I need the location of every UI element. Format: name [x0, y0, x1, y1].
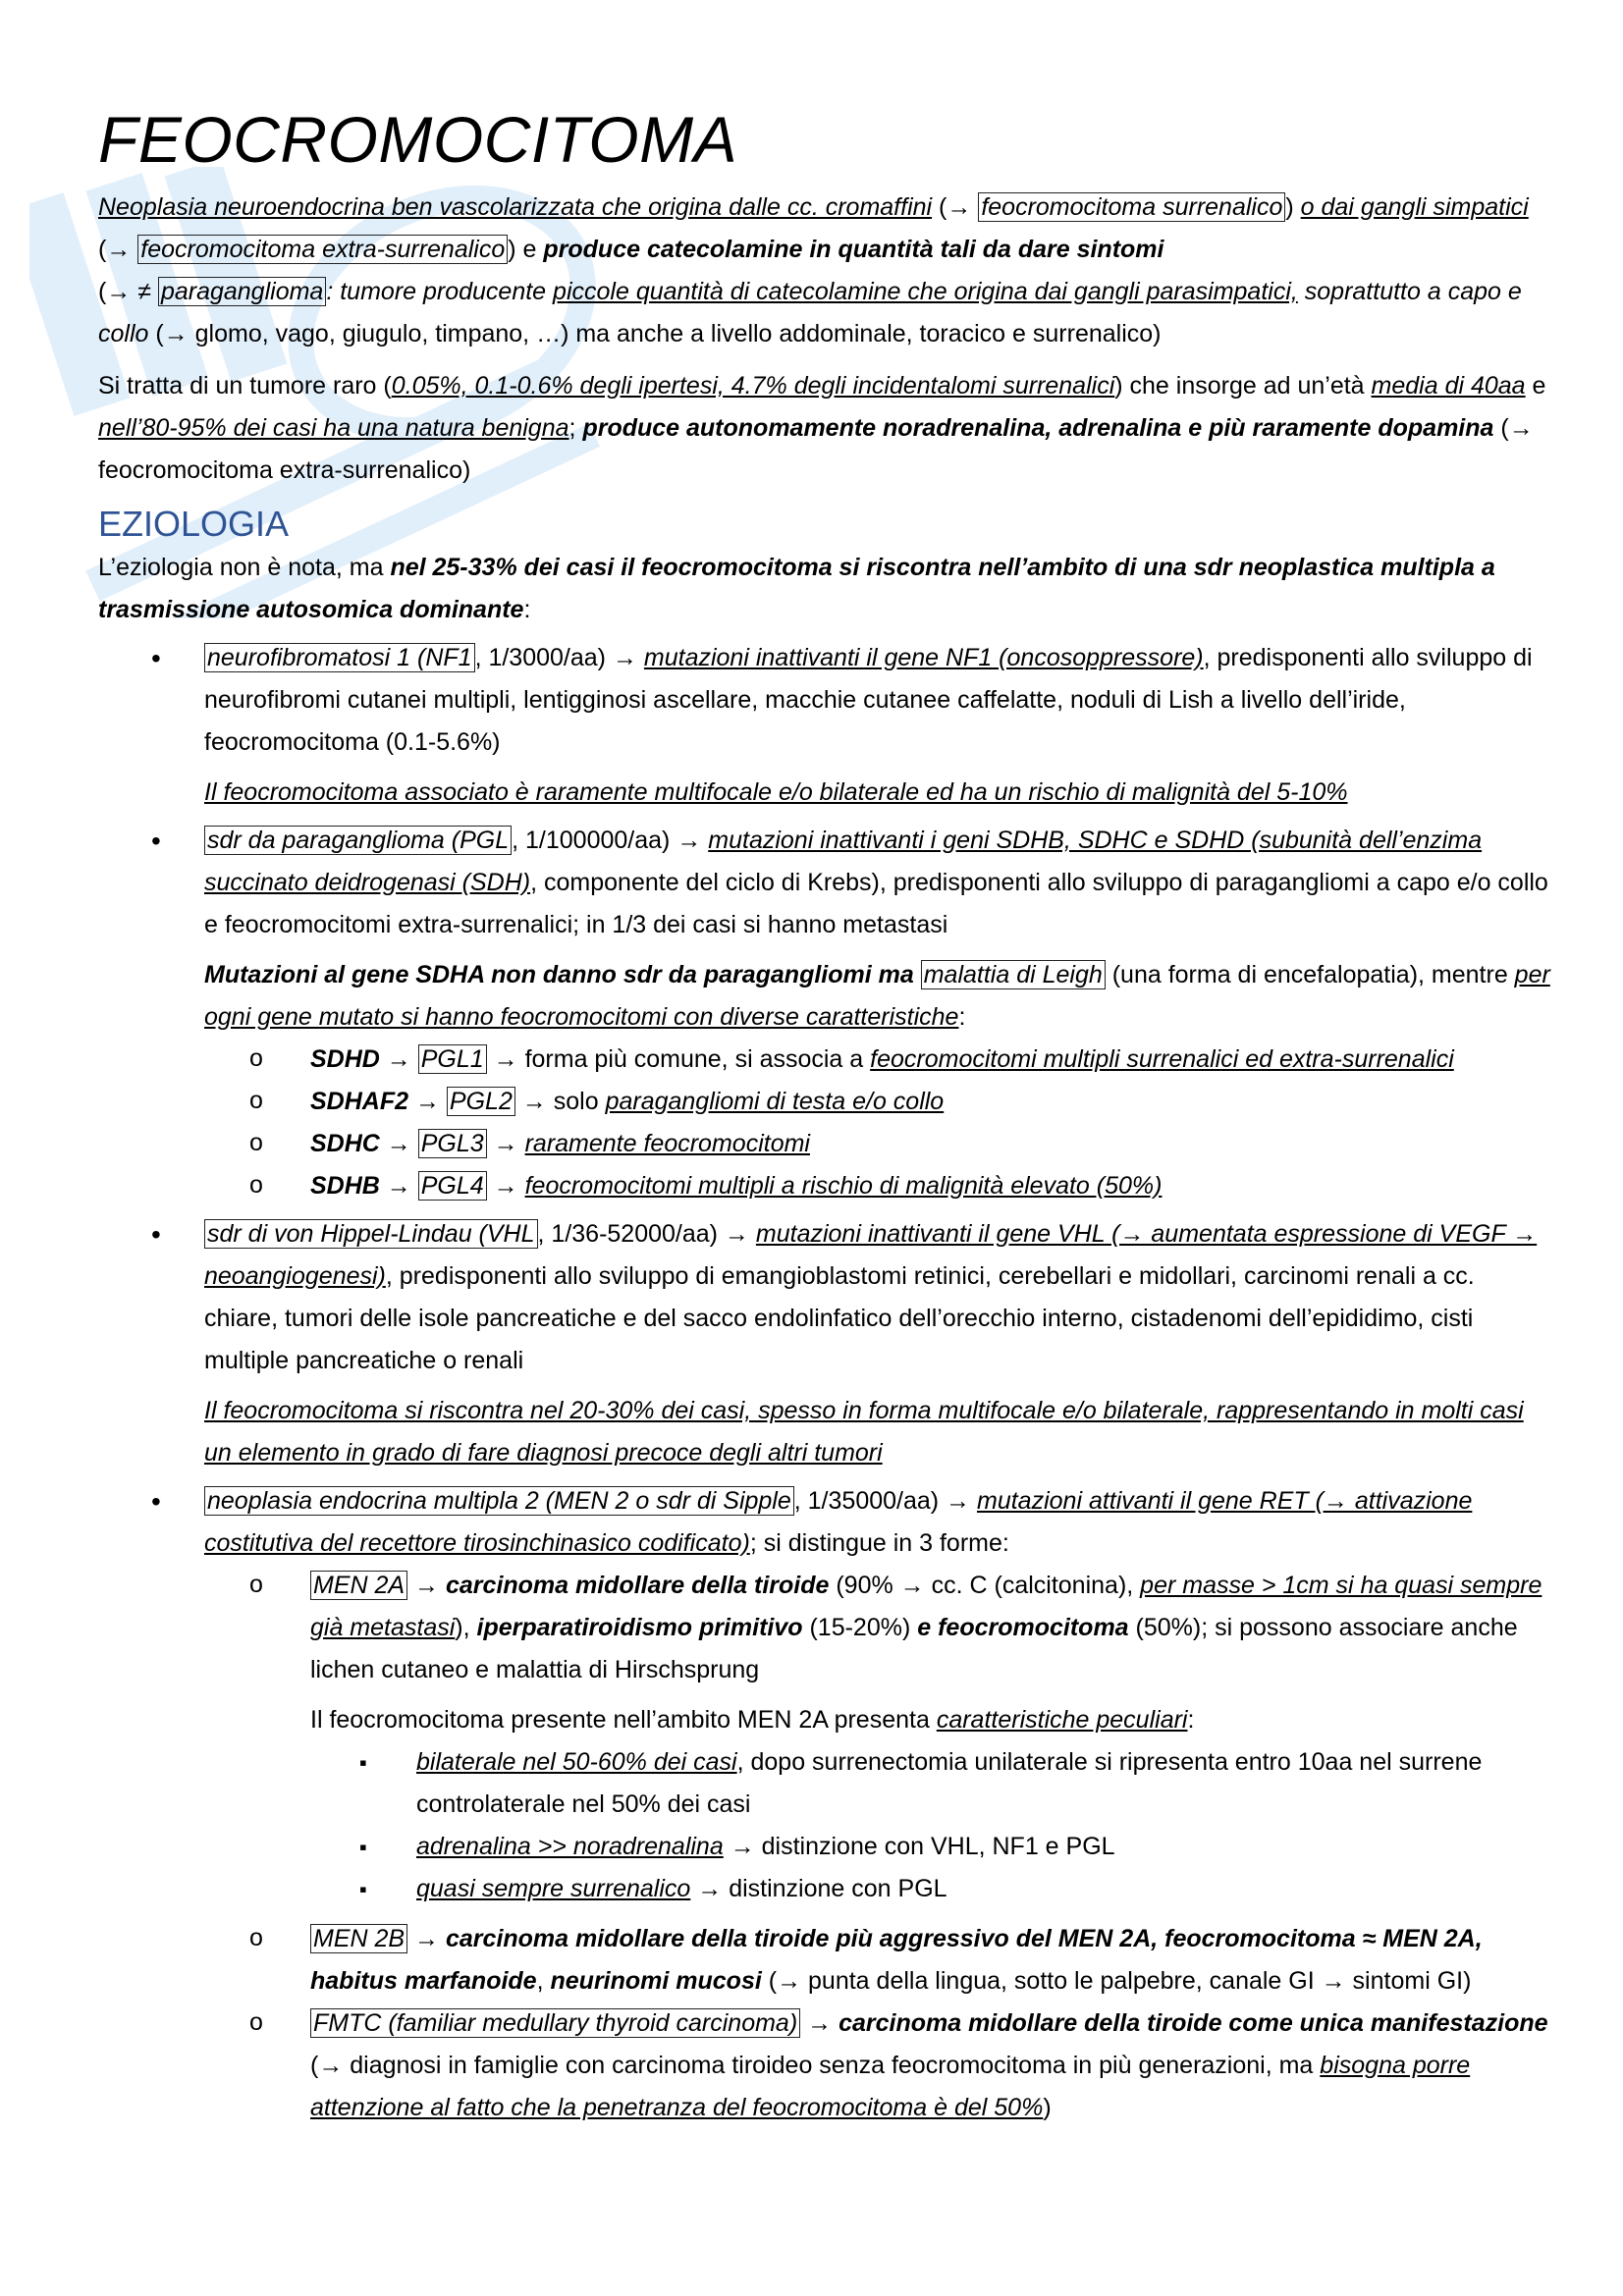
- term-box-paraganglioma: paraganglioma: [158, 277, 326, 306]
- nf1-note: Il feocromocitoma associato è raramente multifocale e/o bilaterale ed ha un rischio di malignità del 5-10%: [204, 778, 1348, 806]
- list-item-men2a: o MEN 2A → carcinoma midollare della tiroide (90% → cc. C (calcitonina), per masse > 1cm si ha quasi sempre già metastasi), iperparatiroidismo primitivo (15-20%) e feocromocitoma (50%); si possono associare anche lichen cutaneo e malattia di Hirschsprung Il feocromocitoma presente nell’ambito MEN 2A presenta caratteristiche peculiari: ▪ bilaterale nel 50-60% dei casi, dopo surrenectomia unilaterale si ripresenta entro 10aa nel surrene controlaterale nel 50% dei casi ▪ adrenalina >> noradrenalina → distinzione con VHL, NF1 e PGL ▪ quasi sempre surrenalico → distinzione con PGL: [204, 1565, 1551, 1910]
- list-item-vhl: • sdr di von Hippel-Lindau (VHL , 1/36-52000/aa) → mutazioni inattivanti il gene VHL (→ aumentata espressione di VEGF → neoangiogenesi), predisponenti allo sviluppo di emangioblastomi retinici, cerebellari e midollari, carcinomi renali a cc. chiare, tumori delle isole pancreatiche e del sacco endolinfatico dell’orecchio interno, cistadenomi dell’epididimo, cisti multiple pancreatiche o renali Il feocromocitoma si riscontra nel 20-30% dei casi, spesso in forma multifocale e/o bilaterale, rappresentando in molti casi un elemento in grado di fare diagnosi precoce degli altri tumori: [98, 1213, 1551, 1474]
- list-item-sdhc: o SDHC → PGL3 → raramente feocromocitomi: [204, 1123, 1551, 1165]
- vhl-note: Il feocromocitoma si riscontra nel 20-30% dei casi, spesso in forma multifocale e/o bilaterale, rappresentando in molti casi un elemento in grado di fare diagnosi precoce degli altri tumori: [204, 1397, 1524, 1467]
- men-form-list: [204, 1565, 1551, 2129]
- term-box-surrenalico: feocromocitoma surrenalico: [978, 192, 1285, 222]
- document-body: [98, 98, 1551, 2129]
- list-item-sdhd: o SDHD → PGL1 → forma più comune, si associa a feocromocitomi multipli surrenalici ed extra-surrenalici: [204, 1039, 1551, 1081]
- men2a-note: Il feocromocitoma presente nell’ambito MEN 2A presenta caratteristiche peculiari:: [310, 1706, 1195, 1734]
- epidemiology-paragraph: Si tratta di un tumore raro (0.05%, 0.1-0.6% degli ipertesi, 4.7% degli incidentalomi surrenalici) che insorge ad un’età media di 40aa e nell’80-95% dei casi ha una natura benigna; produce autonomamente noradrenalina, adrenalina e più raramente dopamina (→ feocromocitoma extra-surrenalico): [98, 372, 1546, 484]
- list-item-nf1: • neurofibromatosi 1 (NF1 , 1/3000/aa) → mutazioni inattivanti il gene NF1 (oncosoppressore), predisponenti allo sviluppo di neurofibromi cutanei multipli, lentigginosi ascellare, macchie cutanee caffelatte, noduli di Lish a livello dell’iride, feocromocitoma (0.1-5.6%) Il feocromocitoma associato è raramente multifocale e/o bilaterale ed ha un rischio di malignità del 5-10%: [98, 637, 1551, 814]
- list-item-feature: ▪ bilaterale nel 50-60% dei casi, dopo surrenectomia unilaterale si ripresenta entro 10aa nel surrene controlaterale nel 50% dei casi: [310, 1741, 1551, 1826]
- pgl-note: Mutazioni al gene SDHA non danno sdr da paragangliomi ma malattia di Leigh (una forma di encefalopatia), mentre per ogni gene mutato si hanno feocromocitomi con diverse caratteristiche:: [204, 961, 1550, 1031]
- list-item-feature: ▪ quasi sempre surrenalico → distinzione con PGL: [310, 1868, 1551, 1910]
- intro-paragraph: Neoplasia neuroendocrina ben vascolarizzata che origina dalle cc. cromaffini (→ feocromocitoma surrenalico ) o dai gangli simpatici (→ feocromocitoma extra-surrenalico ) e produce catecolamine in quantità tali da dare sintomi (→ ≠ paraganglioma : tumore producente piccole quantità di catecolamine che origina dai gangli parasimpatici, soprattutto a capo e collo (→ glomo, vago, giugulo, timpano, …) ma anche a livello addominale, toracico e surrenalico): [98, 193, 1529, 347]
- list-item-sdhb: o SDHB → PGL4 → feocromocitomi multipli a rischio di malignità elevato (50%): [204, 1165, 1551, 1207]
- list-item-feature: ▪ adrenalina >> noradrenalina → distinzione con VHL, NF1 e PGL: [310, 1826, 1551, 1868]
- pgl-gene-list: [204, 1039, 1551, 1207]
- list-item-men2: • neoplasia endocrina multipla 2 (MEN 2 o sdr di Sipple , 1/35000/aa) → mutazioni attivanti il gene RET (→ attivazione costitutiva del recettore tirosinchinasico codificato); si distingue in 3 forme: o MEN 2A → carcinoma midollare della tiroide (90% → cc. C (calcitonina), per masse > 1cm si ha quasi sempre già metastasi), iperparatiroidismo primitivo (15-20%) e feocromocitoma (50%); si possono associare anche lichen cutaneo e malattia di Hirschsprung Il feocromocitoma presente nell’ambito MEN 2A presenta caratteristiche peculiari: ▪ bilaterale nel 50-60% dei casi, dopo surrenectomia unilaterale si ripresenta entro 10aa nel surrene controlaterale nel 50% dei casi ▪ adrenalina >> noradrenalina → distinzione con VHL, NF1 e PGL ▪ quasi sempre surrenalico → distinzione con PGL o MEN 2B → carcinoma midollare della tiroide più aggressivo del MEN 2A, feocromocitoma ≈ MEN 2A, habitus marfanoide, neurinomi mucosi (→ punta della lingua, sotto le palpebre, canale GI → sintomi GI) o FMTC (familiar medullary thyroid carcinoma) → carcinoma midollare della tiroide come unica manifestazione (→ diagnosi in famiglie con carcinoma tiroideo senza feocromocitoma in più generazioni, ma bisogna porre attenzione al fatto che la penetranza del feocromocitoma è del 50%): [98, 1480, 1551, 2129]
- section-heading-eziologia: EZIOLOGIA: [98, 504, 290, 544]
- term-box-extra-surrenalico: feocromocitoma extra-surrenalico: [137, 235, 508, 264]
- list-item-fmtc: o FMTC (familiar medullary thyroid carcinoma) → carcinoma midollare della tiroide come unica manifestazione (→ diagnosi in famiglie con carcinoma tiroideo senza feocromocitoma in più generazioni, ma bisogna porre attenzione al fatto che la penetranza del feocromocitoma è del 50%): [204, 2002, 1551, 2129]
- men2a-feature-list: [310, 1741, 1551, 1910]
- list-item-pgl: • sdr da paraganglioma (PGL , 1/100000/aa) → mutazioni inattivanti i geni SDHB, SDHC e SDHD (subunità dell’enzima succinato deidrogenasi (SDH), componente del ciclo di Krebs), predisponenti allo sviluppo di paragangliomi a capo e/o collo e feocromocitomi extra-surrenalici; in 1/3 dei casi si hanno metastasi Mutazioni al gene SDHA non danno sdr da paragangliomi ma malattia di Leigh (una forma di encefalopatia), mentre per ogni gene mutato si hanno feocromocitomi con diverse caratteristiche: o SDHD → PGL1 → forma più comune, si associa a feocromocitomi multipli surrenalici ed extra-surrenalici o SDHAF2 → PGL2 → solo paragangliomi di testa e/o collo o SDHC → PGL3 → raramente feocromocitomi o SDHB → PGL4 → feocromocitomi multipli a rischio di malignità elevato (50%): [98, 820, 1551, 1207]
- page-title: FEOCROMOCITOMA: [98, 103, 738, 176]
- list-item-sdhaf2: o SDHAF2 → PGL2 → solo paragangliomi di testa e/o collo: [204, 1081, 1551, 1123]
- syndrome-list: [98, 637, 1551, 2129]
- list-item-men2b: o MEN 2B → carcinoma midollare della tiroide più aggressivo del MEN 2A, feocromocitoma ≈ MEN 2A, habitus marfanoide, neurinomi mucosi (→ punta della lingua, sotto le palpebre, canale GI → sintomi GI): [204, 1918, 1551, 2002]
- etiology-intro: L’eziologia non è nota, ma nel 25-33% dei casi il feocromocitoma si riscontra nell’ambito di una sdr neoplastica multipla a trasmissione autosomica dominante:: [98, 554, 1495, 623]
